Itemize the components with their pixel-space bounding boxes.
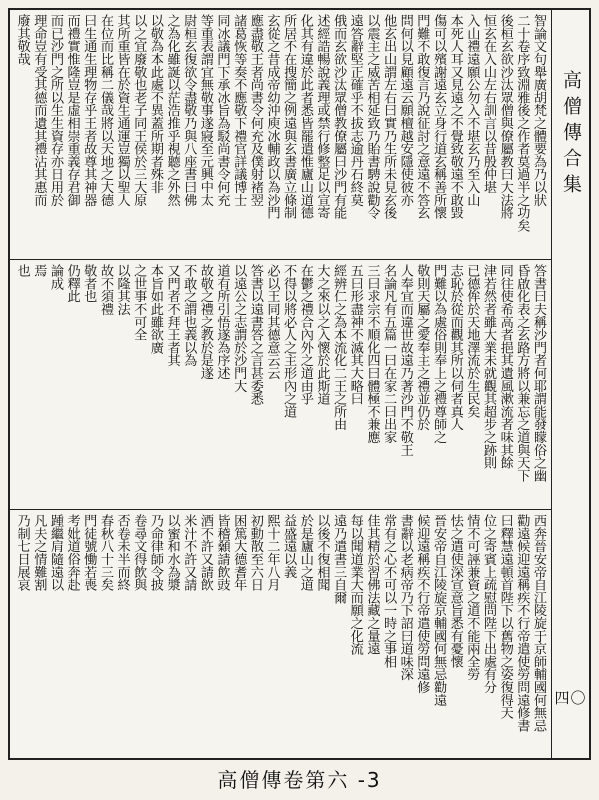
- text-column: 俄而玄欲沙汰眾僧教僚屬曰沙門有能: [331, 14, 347, 219]
- page-number: 四〇: [554, 689, 587, 707]
- text-column: 皆稽顙請飲豉: [214, 514, 230, 591]
- text-column: 述經誥暢說義理或禁行修整足以宣寄: [314, 14, 330, 219]
- text-column: 故敬之禮之教於是遂: [197, 264, 213, 380]
- text-column: 三曰求宗不順化四曰體極不兼應: [364, 264, 380, 444]
- text-column: 乃命律師令披: [147, 514, 163, 591]
- side-gutter: [551, 10, 589, 758]
- text-column: 津若然者雖大業未就觀其超步之跡則: [481, 264, 497, 469]
- text-column: 酒不許又請飲: [197, 514, 213, 591]
- text-column: 怯之遣使深宣意旨悉有憂懷: [447, 514, 463, 668]
- text-column: 門難不敢復言乃說征討之意遠不答玄: [414, 14, 430, 219]
- text-column: 必以王同其德意云云: [264, 264, 280, 380]
- text-column: 傷可以殯謝遠玄立身行道玄稱善所懷: [431, 14, 447, 219]
- text-column: 不敢之謂也義以為: [181, 264, 197, 367]
- text-column: 本旨如此雖欲廣: [147, 264, 163, 354]
- text-column: 卷尋文得飲與: [131, 514, 147, 591]
- text-column: 情不可誣兼資之道不能兩全勞: [464, 514, 480, 681]
- book-title: 高僧傳合集: [560, 70, 582, 200]
- text-column: 仍釋此: [64, 264, 80, 303]
- text-column: 以震主之威苦相延致乃貽書騁說勸令: [364, 14, 380, 219]
- text-column: 化其有違於此者悉皆罷遣惟廬山道德: [297, 14, 313, 219]
- text-column: 每以聞道業大而願之化流: [347, 514, 363, 655]
- text-band-middle: [10, 260, 551, 510]
- text-column: 名論凡有五篇一曰在家二曰出家: [381, 264, 397, 444]
- text-column: 他玄出山謂左右曰實乃生所未見玄後: [381, 14, 397, 219]
- text-column: 困篤大德耆年: [231, 514, 247, 591]
- text-column: 書辭以老病帝乃下詔曰道味深: [397, 514, 413, 681]
- text-column: 以後不復相聞: [314, 514, 330, 591]
- text-column: 道有所引悟遂為序述: [214, 264, 230, 380]
- text-column: 在鬱之禮合內外之道由乎: [297, 264, 313, 405]
- text-column: 所居不在搜簡之例遠與玄書廣立條制: [281, 14, 297, 219]
- text-column: 而禮實惟隆豈是虛相崇重義存君御: [64, 14, 80, 207]
- text-column: 之為化雖誕以茫浩推乎視聽之外然: [164, 14, 180, 207]
- text-column: 西奔晉安帝自江陵旋于京師輔國何無忌: [531, 514, 546, 732]
- text-column: 初動散至六日: [247, 514, 263, 591]
- text-column: 於是廬山之道: [297, 514, 313, 591]
- band-columns: [14, 14, 547, 255]
- text-column: 廢其敬哉: [14, 14, 30, 66]
- text-column: 佳其精於習佛法藏之量遠: [364, 514, 380, 655]
- text-column: 志恥於從而觀其所以伺者真人: [447, 264, 463, 431]
- page-frame: [8, 8, 591, 760]
- text-column: 五曰形盡神不滅其大略曰: [347, 264, 363, 405]
- text-column: 曰釋慧遠頓首陛下以舊物之姿復得天: [497, 514, 513, 719]
- text-column: 也: [14, 264, 30, 277]
- text-column: 入山禮遠願公勿入不堪玄乃至入山: [464, 14, 480, 207]
- text-column: 之世事不可全: [131, 264, 147, 341]
- text-column: 論成: [47, 264, 63, 290]
- text-column: 恒玄在入山左右訓言以昔殷仲堪: [481, 14, 497, 194]
- text-column: 熙十二年八月: [264, 514, 280, 591]
- text-column: 常有之心不可以一時之事相: [381, 514, 397, 668]
- text-column: 乃制七日展哀: [14, 514, 30, 591]
- text-column: 踵繼肩隨遠以: [47, 514, 63, 591]
- text-column: 曰生通生理物存乎王者故尊其神器: [81, 14, 97, 207]
- band-columns: [14, 514, 547, 754]
- text-column: 諸葛恢等奏不應敬下禮官詳議博士: [231, 14, 247, 207]
- text-column: 在位而比稱二儀哉將以天地之大德: [97, 14, 113, 207]
- text-column: 問何以見顧遠云願檀越安隱使彼亦: [397, 14, 413, 207]
- text-column: 而已沙門之所以生生資存亦日用於: [47, 14, 63, 207]
- text-column: 位之寄賓上疏慰問陛下出處有分: [481, 514, 497, 694]
- text-column: 故不須禮: [97, 264, 113, 316]
- page-footer: 高僧傳卷第六 -3: [217, 768, 382, 792]
- text-column: 春秋八十三矣: [97, 514, 113, 591]
- text-column: 遠乃遣書三自爾: [331, 514, 347, 604]
- text-column: 本死人耳又見遠之不覺致敬遠不敢毀: [447, 14, 463, 219]
- text-column: 人奉宜而違世故遠乃著沙門不敬王: [397, 264, 413, 457]
- text-column: 經辨仁之為本流化二王之所由: [331, 264, 347, 431]
- text-column: 不得以將必人之主形內之道: [281, 264, 297, 418]
- text-column: 理命豈有受其德而遺其禮沾其惠而: [31, 14, 47, 207]
- text-column: 同往使希高者挹其遺風漱流者味其餘: [497, 264, 513, 469]
- text-column: 米汁不許又請: [181, 514, 197, 591]
- text-column: 晉安帝自江陵旋京輔國何無忌勸遠: [431, 514, 447, 707]
- text-column: 以敬為本此處不異蓋所期者殊非: [147, 14, 163, 194]
- text-column: 以蜜和水為漿: [164, 514, 180, 591]
- text-column: 益盛遠以義: [281, 514, 297, 579]
- text-band-top: [10, 10, 551, 260]
- text-column: 門難以為處俗則奉上之禮尊師之: [431, 264, 447, 444]
- text-column: 凡夫之情難割: [31, 514, 47, 591]
- text-column: 後桓玄欲沙汰眾僧與僚屬教曰大法將: [497, 14, 513, 219]
- text-column: 焉: [31, 264, 47, 277]
- text-column: 敬者也: [81, 264, 97, 303]
- text-column: 大之來以之入懷於此斯道: [314, 264, 330, 405]
- text-column: 答書曰夫稱沙門者何耶謂能發矇俗之幽: [531, 264, 546, 482]
- text-column: 昏啟化表之玄路方將以兼忘之道與天下: [514, 264, 530, 482]
- text-column: 二十卷序致淵雅後之作者莫過半之功矣: [514, 14, 530, 232]
- text-band-bottom: [10, 510, 551, 758]
- text-column: 遠答辭堅正確乎不拔志逾丹石終莫: [347, 14, 363, 207]
- text-column: 以遠公之志謂於沙門大: [231, 264, 247, 393]
- text-column: 玄從之昔成帝幼沖庾冰輔政以為沙門: [264, 14, 280, 219]
- text-column: 勸遠候迎遠稱疾不行帝遣使勞問遠修書: [514, 514, 530, 732]
- text-column: 敬則天屬之愛奉主之禮並仍於: [414, 264, 430, 431]
- text-column: 其所重皆在於資生通運豈獨以聖人: [114, 14, 130, 207]
- text-column: 門徒號慟若喪: [81, 514, 97, 591]
- text-body: [10, 10, 551, 758]
- text-column: 以之宜廢敬也老子同王侯於三大原: [131, 14, 147, 207]
- text-column: 答書以遠書答之言甚委悉: [247, 264, 263, 405]
- text-column: 考妣道俗奔赴: [64, 514, 80, 591]
- text-column: 智論文句舉廣胡梵之體要為乃以狀: [531, 14, 546, 207]
- text-column: 同冰議門下承冰旨為駁尚書令何充: [214, 14, 230, 207]
- text-column: 又門者不拜王者其: [164, 264, 180, 367]
- text-column: 已德侔於天地澤流於生民矣: [464, 264, 480, 418]
- text-column: 否卷未半而終: [114, 514, 130, 591]
- text-column: 以隆其法: [114, 264, 130, 316]
- text-column: 等重表謂宜無敬事遂寢至元興中太: [197, 14, 213, 207]
- text-column: 應盡敬王者尚書令何充及僕射褚翌: [247, 14, 263, 207]
- band-columns: [14, 264, 547, 505]
- text-column: 候迎遠稱疾不行帝遣使勞問遠修: [414, 514, 430, 694]
- text-column: 尉桓玄復欲令盡敬乃與八座書曰佛: [181, 14, 197, 207]
